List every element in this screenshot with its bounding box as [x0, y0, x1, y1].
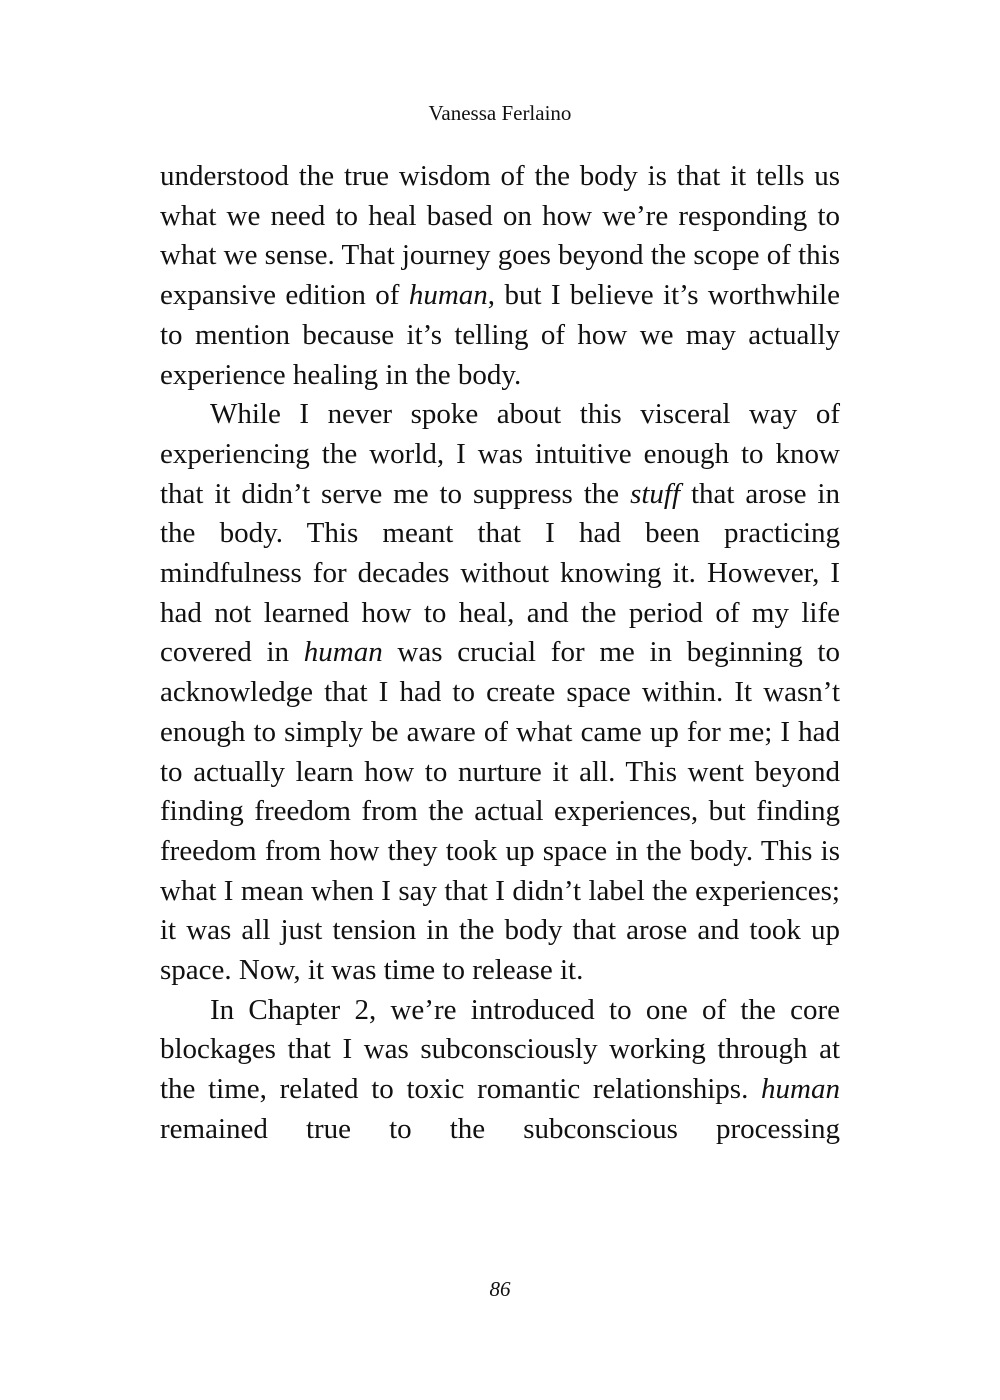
paragraph-2-text-c: was crucial for me in beginning to acknowledge that I had to create space within. It wasn’t enough to simply be aware of what came up for me; I had to actually learn how to nurture it all. This went beyond finding freedom from the actual experiences, but finding freedom from how they took up space in the body. This is what I mean when I say that I didn’t label the experiences; it was all just tension in the body that arose and took up space. Now, it was time to release it.	[160, 636, 840, 987]
body-text	[160, 157, 840, 1150]
paragraph-1-text-b: , but I believe it’s worthwhile to mention because it’s telling of how we may actually experience healing in the body.	[160, 279, 840, 391]
paragraph-2-italic-title: human	[303, 636, 383, 669]
paragraph-3-text-a: In Chapter 2, we’re introduced to one of the core blockages that I was subconsciously working through at the time, related to toxic romantic relationships.	[160, 993, 840, 1106]
page-number: 86	[489, 1277, 511, 1301]
paragraph-1	[160, 157, 840, 395]
paragraph-2-italic-word: stuff	[630, 477, 681, 510]
paragraph-1-italic-title: human	[408, 279, 488, 312]
paragraph-1-text-a: understood the true wisdom of the body is that it tells us what we need to heal based on how we’re responding to what we sense. That journey goes beyond the scope of this expansive edition of	[160, 160, 840, 312]
paragraph-3	[160, 991, 840, 1150]
running-header-author: Vanessa Ferlaino	[428, 101, 572, 125]
paragraph-2-text-a: While I never spoke about this visceral way of experiencing the world, I was intuitive enough to know that it didn’t serve me to suppress the	[160, 398, 840, 510]
paragraph-2	[160, 395, 840, 991]
paragraph-3-italic-title: human	[761, 1073, 840, 1106]
paragraph-3-text-b: remained true to the subconscious processing	[160, 1112, 840, 1145]
paragraph-2-text-b: that arose in the body. This meant that I had been practicing mindfulness for decades without knowing it. However, I had not learned how to heal, and the period of my life covered in	[160, 477, 840, 669]
